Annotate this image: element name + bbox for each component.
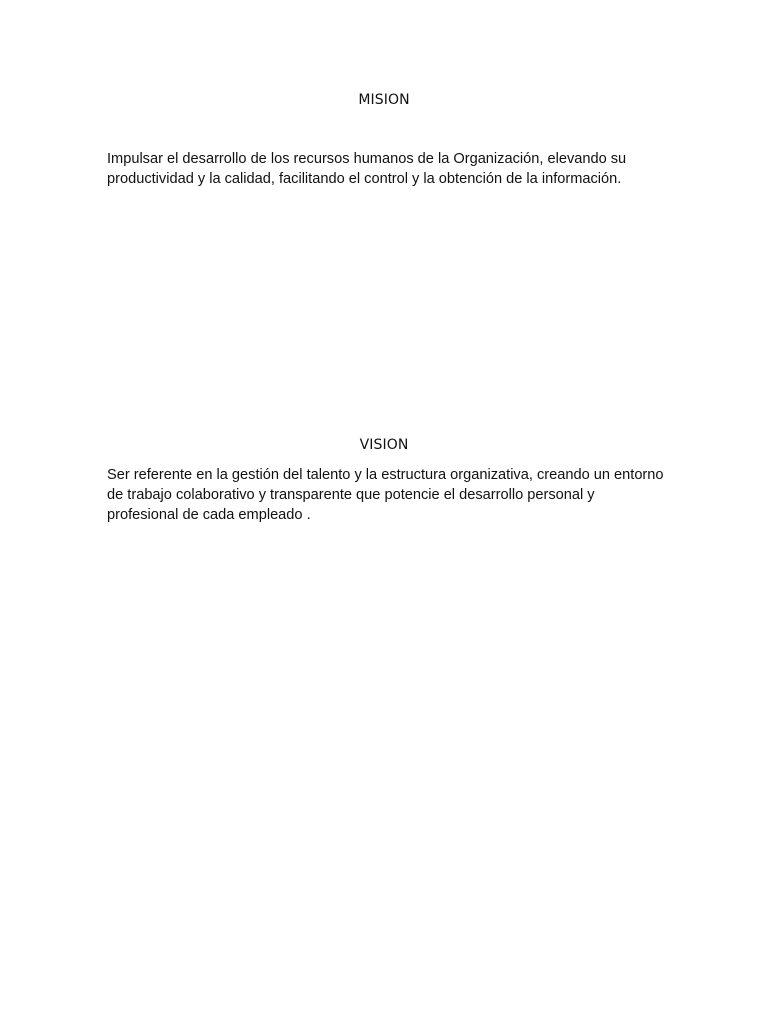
vision-paragraph: Ser referente en la gestión del talento y la estructura organizativa, creando un entorno de trabajo colaborativo y transparente que potencie el desarrollo personal y profesional de cada empleado . bbox=[107, 467, 664, 523]
mision-heading: MISION bbox=[358, 92, 410, 108]
mision-paragraph: Impulsar el desarrollo de los recursos humanos de la Organización, elevando su productividad y la calidad, facilitando el control y la obtención de la información. bbox=[107, 151, 627, 187]
vision-heading: VISION bbox=[359, 437, 409, 453]
